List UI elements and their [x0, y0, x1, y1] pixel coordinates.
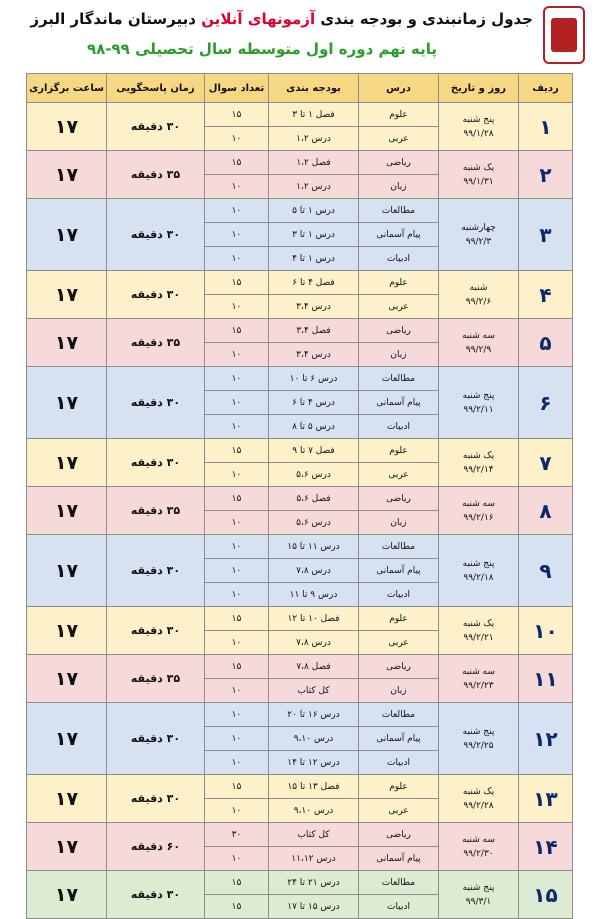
- start-hour-cell: ۱۷: [27, 535, 107, 607]
- budget-cell: فصل ۵،۶: [269, 487, 359, 511]
- subject-cell: پیام آسمانی: [359, 559, 439, 583]
- date-label: ۹۹/۲/۹: [465, 344, 492, 355]
- question-count-cell: ۱۵: [205, 103, 269, 127]
- day-label: سه شنبه: [461, 498, 496, 509]
- question-count-cell: ۱۵: [205, 871, 269, 895]
- subject-cell: ادبیات: [359, 751, 439, 775]
- subject-cell: علوم: [359, 103, 439, 127]
- table-row: [27, 487, 573, 511]
- subject-cell: ادبیات: [359, 583, 439, 607]
- day-label: یک شنبه: [462, 450, 495, 461]
- budget-cell: درس ۳،۴: [269, 295, 359, 319]
- day-label: یک شنبه: [462, 618, 495, 629]
- row-number-cell: ۱: [519, 103, 573, 151]
- row-number-cell: ۱۳: [519, 775, 573, 823]
- date-label: ۹۹/۲/۱۶: [463, 512, 494, 523]
- table-row: [27, 367, 573, 391]
- subject-cell: پیام آسمانی: [359, 847, 439, 871]
- question-count-cell: ۱۰: [205, 559, 269, 583]
- table-row: [27, 871, 573, 895]
- date-label: ۹۹/۲/۱۸: [463, 572, 494, 583]
- subject-cell: ادبیات: [359, 415, 439, 439]
- duration-cell: ۳۰ دقیقه: [107, 775, 205, 823]
- start-hour-cell: ۱۷: [27, 103, 107, 151]
- subject-cell: عربی: [359, 631, 439, 655]
- start-hour-cell: ۱۷: [27, 823, 107, 871]
- budget-cell: درس ۵ تا ۸: [269, 415, 359, 439]
- budget-cell: درس ۶ تا ۱۰: [269, 367, 359, 391]
- question-count-cell: ۱۰: [205, 223, 269, 247]
- day-label: پنج شنبه: [462, 558, 495, 569]
- start-hour-cell: ۱۷: [27, 487, 107, 535]
- table-row: [27, 655, 573, 679]
- date-label: ۹۹/۱/۳۱: [463, 176, 494, 187]
- subject-cell: عربی: [359, 127, 439, 151]
- question-count-cell: ۱۰: [205, 583, 269, 607]
- budget-cell: درس ۱۱ تا ۱۵: [269, 535, 359, 559]
- budget-cell: درس ۵،۶: [269, 511, 359, 535]
- table-row: [27, 271, 573, 295]
- row-number-cell: ۱۰: [519, 607, 573, 655]
- question-count-cell: ۱۵: [205, 655, 269, 679]
- start-hour-cell: ۱۷: [27, 199, 107, 271]
- column-header: تعداد سوال: [205, 74, 269, 103]
- date-cell: [439, 655, 519, 703]
- date-cell: [439, 823, 519, 871]
- duration-cell: ۳۰ دقیقه: [107, 535, 205, 607]
- budget-cell: درس ۱،۲: [269, 127, 359, 151]
- budget-cell: درس ۷،۸: [269, 631, 359, 655]
- date-label: ۹۹/۲/۲۵: [463, 740, 494, 751]
- question-count-cell: ۱۰: [205, 847, 269, 871]
- question-count-cell: ۱۰: [205, 367, 269, 391]
- subject-cell: علوم: [359, 439, 439, 463]
- subject-cell: ادبیات: [359, 247, 439, 271]
- start-hour-cell: ۱۷: [27, 439, 107, 487]
- budget-cell: کل کتاب: [269, 823, 359, 847]
- budget-cell: کل کتاب: [269, 679, 359, 703]
- row-number-cell: ۸: [519, 487, 573, 535]
- date-label: ۹۹/۲/۳۰: [463, 848, 494, 859]
- day-label: پنج شنبه: [462, 726, 495, 737]
- question-count-cell: ۱۰: [205, 391, 269, 415]
- subject-cell: ریاضی: [359, 823, 439, 847]
- column-header: بودجه بندی: [269, 74, 359, 103]
- start-hour-cell: ۱۷: [27, 703, 107, 775]
- table-row: [27, 703, 573, 727]
- row-number-cell: ۲: [519, 151, 573, 199]
- question-count-cell: ۱۰: [205, 199, 269, 223]
- table-row: [27, 607, 573, 631]
- budget-cell: فصل ۷ تا ۹: [269, 439, 359, 463]
- question-count-cell: ۱۰: [205, 463, 269, 487]
- day-label: سه شنبه: [461, 330, 496, 341]
- budget-cell: درس ۱،۲: [269, 175, 359, 199]
- duration-cell: ۳۰ دقیقه: [107, 367, 205, 439]
- subject-cell: مطالعات: [359, 535, 439, 559]
- row-number-cell: ۶: [519, 367, 573, 439]
- date-cell: [439, 151, 519, 199]
- date-label: ۹۹/۲/۱۱: [463, 404, 494, 415]
- date-cell: [439, 367, 519, 439]
- budget-cell: درس ۱۶ تا ۲۰: [269, 703, 359, 727]
- school-logo-icon: [543, 6, 585, 64]
- date-label: ۹۹/۲/۳: [465, 236, 492, 247]
- start-hour-cell: ۱۷: [27, 775, 107, 823]
- page-subtitle: پایه نهم دوره اول متوسطه سال تحصیلی ۹۹-۹۸: [86, 40, 437, 58]
- budget-cell: فصل ۱ تا ۳: [269, 103, 359, 127]
- duration-cell: ۳۰ دقیقه: [107, 871, 205, 919]
- start-hour-cell: ۱۷: [27, 151, 107, 199]
- question-count-cell: ۱۰: [205, 631, 269, 655]
- page-header: [0, 0, 597, 70]
- day-label: پنج شنبه: [462, 390, 495, 401]
- table-row: [27, 151, 573, 175]
- subject-cell: علوم: [359, 607, 439, 631]
- question-count-cell: ۱۰: [205, 799, 269, 823]
- question-count-cell: ۱۵: [205, 439, 269, 463]
- table-body: [27, 103, 573, 919]
- subject-cell: علوم: [359, 775, 439, 799]
- date-cell: [439, 703, 519, 775]
- budget-cell: درس ۱ تا ۴: [269, 247, 359, 271]
- duration-cell: ۳۵ دقیقه: [107, 487, 205, 535]
- column-header: درس: [359, 74, 439, 103]
- budget-cell: درس ۹،۱۰: [269, 727, 359, 751]
- row-number-cell: ۱۱: [519, 655, 573, 703]
- table-row: [27, 319, 573, 343]
- duration-cell: ۳۰ دقیقه: [107, 199, 205, 271]
- title-part1: جدول زمانبندی و بودجه بندی: [315, 10, 533, 28]
- question-count-cell: ۱۰: [205, 175, 269, 199]
- question-count-cell: ۱۰: [205, 247, 269, 271]
- question-count-cell: ۱۰: [205, 535, 269, 559]
- exam-schedule-table: [26, 73, 573, 919]
- date-cell: [439, 271, 519, 319]
- start-hour-cell: ۱۷: [27, 655, 107, 703]
- start-hour-cell: ۱۷: [27, 271, 107, 319]
- budget-cell: فصل ۱۰ تا ۱۲: [269, 607, 359, 631]
- row-number-cell: ۱۵: [519, 871, 573, 919]
- subject-cell: عربی: [359, 463, 439, 487]
- subject-cell: ریاضی: [359, 151, 439, 175]
- budget-cell: درس ۳،۴: [269, 343, 359, 367]
- question-count-cell: ۱۰: [205, 679, 269, 703]
- subject-cell: ریاضی: [359, 319, 439, 343]
- date-cell: [439, 439, 519, 487]
- date-cell: [439, 319, 519, 367]
- column-header: روز و تاریخ: [439, 74, 519, 103]
- subject-cell: ریاضی: [359, 655, 439, 679]
- table-row: [27, 199, 573, 223]
- date-label: ۹۹/۲/۶: [465, 296, 492, 307]
- row-number-cell: ۱۴: [519, 823, 573, 871]
- subject-cell: مطالعات: [359, 367, 439, 391]
- date-label: ۹۹/۲/۲۱: [463, 632, 494, 643]
- date-cell: [439, 199, 519, 271]
- table-header-row: [27, 74, 573, 103]
- budget-cell: درس ۱۲ تا ۱۴: [269, 751, 359, 775]
- budget-cell: فصل ۱،۲: [269, 151, 359, 175]
- question-count-cell: ۱۰: [205, 127, 269, 151]
- table-row: [27, 535, 573, 559]
- day-label: یک شنبه: [462, 786, 495, 797]
- question-count-cell: ۱۰: [205, 295, 269, 319]
- date-cell: [439, 607, 519, 655]
- question-count-cell: ۱۵: [205, 775, 269, 799]
- question-count-cell: ۱۵: [205, 895, 269, 919]
- date-cell: [439, 535, 519, 607]
- subject-cell: مطالعات: [359, 871, 439, 895]
- row-number-cell: ۵: [519, 319, 573, 367]
- row-number-cell: ۳: [519, 199, 573, 271]
- subject-cell: پیام آسمانی: [359, 223, 439, 247]
- start-hour-cell: ۱۷: [27, 607, 107, 655]
- duration-cell: ۳۰ دقیقه: [107, 271, 205, 319]
- day-label: یک شنبه: [462, 162, 495, 173]
- budget-cell: درس ۲۱ تا ۲۴: [269, 871, 359, 895]
- date-cell: [439, 871, 519, 919]
- page-title: [30, 10, 533, 28]
- table-row: [27, 103, 573, 127]
- subject-cell: مطالعات: [359, 199, 439, 223]
- table-row: [27, 775, 573, 799]
- day-label: چهارشنبه: [461, 222, 496, 233]
- duration-cell: ۳۰ دقیقه: [107, 439, 205, 487]
- duration-cell: ۳۵ دقیقه: [107, 319, 205, 367]
- subject-cell: پیام آسمانی: [359, 391, 439, 415]
- subject-cell: علوم: [359, 271, 439, 295]
- column-header: زمان پاسخگویی: [107, 74, 205, 103]
- date-label: ۹۹/۳/۱: [465, 896, 492, 907]
- question-count-cell: ۱۰: [205, 703, 269, 727]
- budget-cell: درس ۱ تا ۵: [269, 199, 359, 223]
- title-part2: دبیرستان ماندگار البرز: [30, 10, 202, 28]
- question-count-cell: ۱۵: [205, 271, 269, 295]
- start-hour-cell: ۱۷: [27, 319, 107, 367]
- start-hour-cell: ۱۷: [27, 871, 107, 919]
- duration-cell: ۳۵ دقیقه: [107, 655, 205, 703]
- duration-cell: ۳۰ دقیقه: [107, 103, 205, 151]
- budget-cell: درس ۱۵ تا ۱۷: [269, 895, 359, 919]
- subject-cell: زبان: [359, 343, 439, 367]
- row-number-cell: ۴: [519, 271, 573, 319]
- question-count-cell: ۱۰: [205, 727, 269, 751]
- question-count-cell: ۱۰: [205, 751, 269, 775]
- date-label: ۹۹/۲/۲۸: [463, 800, 494, 811]
- subject-cell: پیام آسمانی: [359, 727, 439, 751]
- question-count-cell: ۳۰: [205, 823, 269, 847]
- day-label: سه شنبه: [461, 666, 496, 677]
- budget-cell: درس ۷،۸: [269, 559, 359, 583]
- date-label: ۹۹/۱/۲۸: [463, 128, 494, 139]
- question-count-cell: ۱۵: [205, 607, 269, 631]
- subject-cell: زبان: [359, 679, 439, 703]
- budget-cell: فصل ۳،۴: [269, 319, 359, 343]
- subject-cell: ریاضی: [359, 487, 439, 511]
- subject-cell: مطالعات: [359, 703, 439, 727]
- date-label: ۹۹/۲/۱۴: [463, 464, 494, 475]
- question-count-cell: ۱۰: [205, 511, 269, 535]
- column-header: ردیف: [519, 74, 573, 103]
- row-number-cell: ۱۲: [519, 703, 573, 775]
- table-row: [27, 439, 573, 463]
- duration-cell: ۳۰ دقیقه: [107, 607, 205, 655]
- budget-cell: درس ۱۱،۱۲: [269, 847, 359, 871]
- question-count-cell: ۱۵: [205, 151, 269, 175]
- question-count-cell: ۱۰: [205, 343, 269, 367]
- day-label: سه شنبه: [461, 834, 496, 845]
- date-cell: [439, 775, 519, 823]
- day-label: پنج شنبه: [462, 114, 495, 125]
- day-label: پنج شنبه: [462, 882, 495, 893]
- budget-cell: درس ۵،۶: [269, 463, 359, 487]
- duration-cell: ۶۰ دقیقه: [107, 823, 205, 871]
- budget-cell: درس ۹ تا ۱۱: [269, 583, 359, 607]
- date-label: ۹۹/۲/۲۳: [463, 680, 494, 691]
- column-header: ساعت برگزاری: [27, 74, 107, 103]
- title-highlight: آزمونهای آنلاین: [201, 10, 316, 28]
- budget-cell: درس ۹،۱۰: [269, 799, 359, 823]
- start-hour-cell: ۱۷: [27, 367, 107, 439]
- row-number-cell: ۷: [519, 439, 573, 487]
- question-count-cell: ۱۰: [205, 415, 269, 439]
- date-cell: [439, 103, 519, 151]
- budget-cell: درس ۴ تا ۶: [269, 391, 359, 415]
- budget-cell: فصل ۷،۸: [269, 655, 359, 679]
- duration-cell: ۳۵ دقیقه: [107, 151, 205, 199]
- date-cell: [439, 487, 519, 535]
- subject-cell: ادبیات: [359, 895, 439, 919]
- subject-cell: زبان: [359, 511, 439, 535]
- duration-cell: ۳۰ دقیقه: [107, 703, 205, 775]
- subject-cell: زبان: [359, 175, 439, 199]
- subject-cell: عربی: [359, 295, 439, 319]
- question-count-cell: ۱۵: [205, 319, 269, 343]
- budget-cell: فصل ۱۳ تا ۱۵: [269, 775, 359, 799]
- row-number-cell: ۹: [519, 535, 573, 607]
- budget-cell: فصل ۴ تا ۶: [269, 271, 359, 295]
- subject-cell: عربی: [359, 799, 439, 823]
- budget-cell: درس ۱ تا ۳: [269, 223, 359, 247]
- table-row: [27, 823, 573, 847]
- day-label: شنبه: [469, 282, 488, 293]
- question-count-cell: ۱۵: [205, 487, 269, 511]
